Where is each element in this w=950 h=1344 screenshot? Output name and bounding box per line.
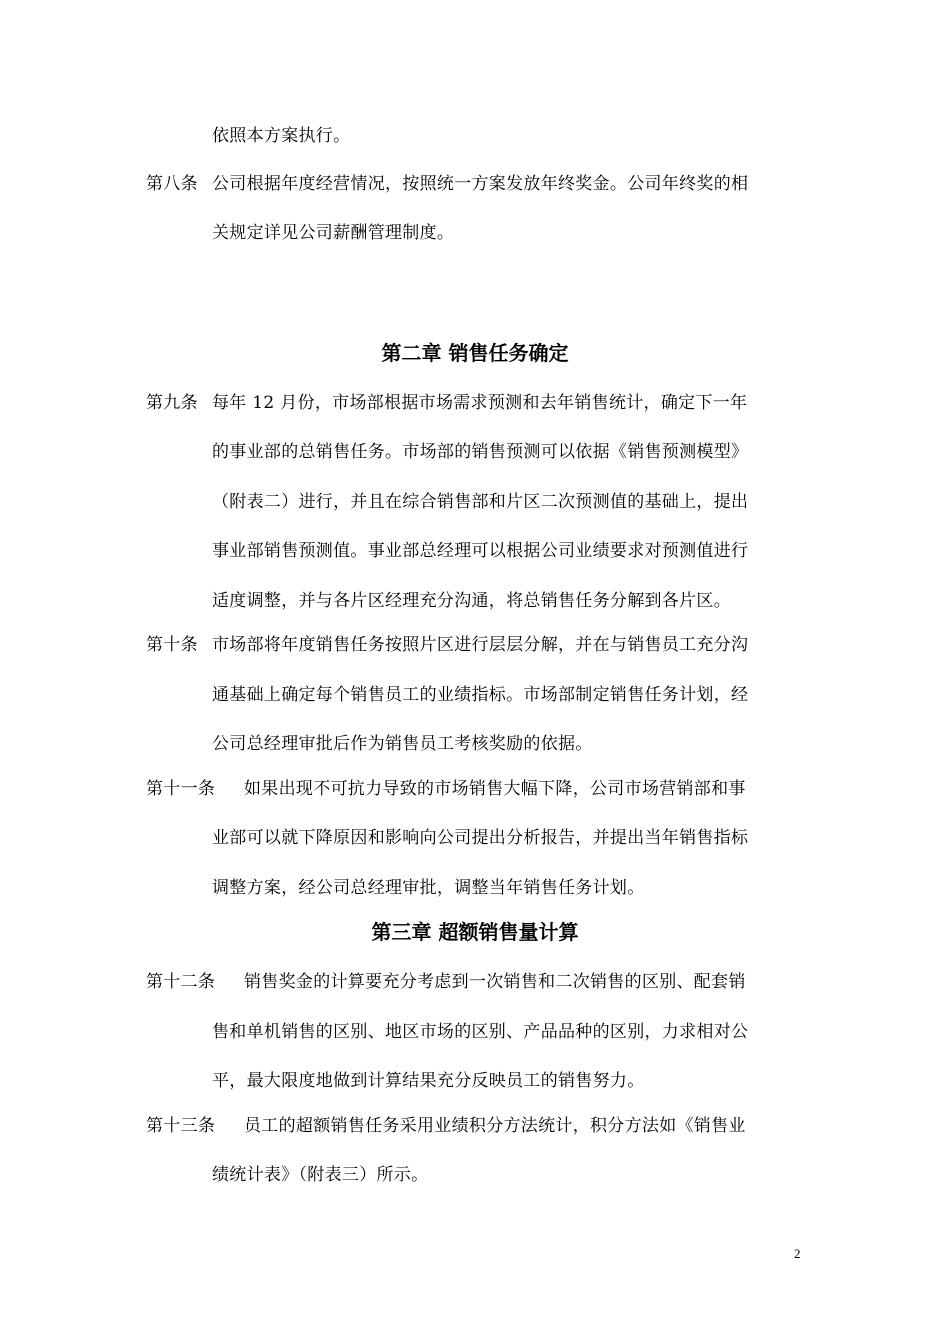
chapter-heading: 第三章 超额销售量计算	[371, 920, 579, 944]
article-label: 第九条	[146, 393, 198, 413]
paragraph-line: 依照本方案执行。	[212, 126, 351, 146]
paragraph-line: 销售奖金的计算要充分考虑到一次销售和二次销售的区别、配套销	[244, 972, 746, 992]
paragraph-line: （附表二）进行，并且在综合销售部和片区二次预测值的基础上，提出	[212, 492, 749, 512]
paragraph-line: 绩统计表》（附表三）所示。	[212, 1165, 429, 1185]
paragraph-line: 通基础上确定每个销售员工的业绩指标。市场部制定销售任务计划，经	[212, 685, 749, 705]
paragraph-line: 调整方案，经公司总经理审批，调整当年销售任务计划。	[212, 878, 645, 898]
article-label: 第八条	[146, 174, 198, 194]
article-label: 第十条	[146, 635, 198, 655]
paragraph-line: 平，最大限度地做到计算结果充分反映员工的销售努力。	[212, 1071, 645, 1091]
paragraph-line: 售和单机销售的区别、地区市场的区别、产品品种的区别，力求相对公	[212, 1022, 749, 1042]
paragraph-line: 适度调整，并与各片区经理充分沟通，将总销售任务分解到各片区。	[212, 591, 731, 611]
paragraph-line: 如果出现不可抗力导致的市场销售大幅下降，公司市场营销部和事	[244, 779, 746, 799]
article-label: 第十一条	[146, 779, 216, 799]
paragraph-line: 公司总经理审批后作为销售员工考核奖励的依据。	[212, 734, 593, 754]
paragraph-line: 事业部销售预测值。事业部总经理可以根据公司业绩要求对预测值进行	[212, 541, 749, 561]
paragraph-line: 公司根据年度经营情况，按照统一方案发放年终奖金。公司年终奖的相	[212, 174, 749, 194]
paragraph-line: 的事业部的总销售任务。市场部的销售预测可以依据《销售预测模型》	[212, 442, 749, 462]
article-label: 第十二条	[146, 972, 216, 992]
paragraph-line: 市场部将年度销售任务按照片区进行层层分解，并在与销售员工充分沟	[212, 635, 749, 655]
paragraph-line: 业部可以就下降原因和影响向公司提出分析报告，并提出当年销售指标	[212, 828, 749, 848]
paragraph-line: 每年 12 月份，市场部根据市场需求预测和去年销售统计，确定下一年	[212, 393, 748, 413]
paragraph-line: 员工的超额销售任务采用业绩积分方法统计，积分方法如《销售业	[244, 1116, 746, 1136]
chapter-heading: 第二章 销售任务确定	[381, 341, 569, 365]
article-label: 第十三条	[146, 1116, 216, 1136]
page-number: 2	[794, 1246, 801, 1261]
paragraph-line: 关规定详见公司薪酬管理制度。	[212, 223, 455, 243]
